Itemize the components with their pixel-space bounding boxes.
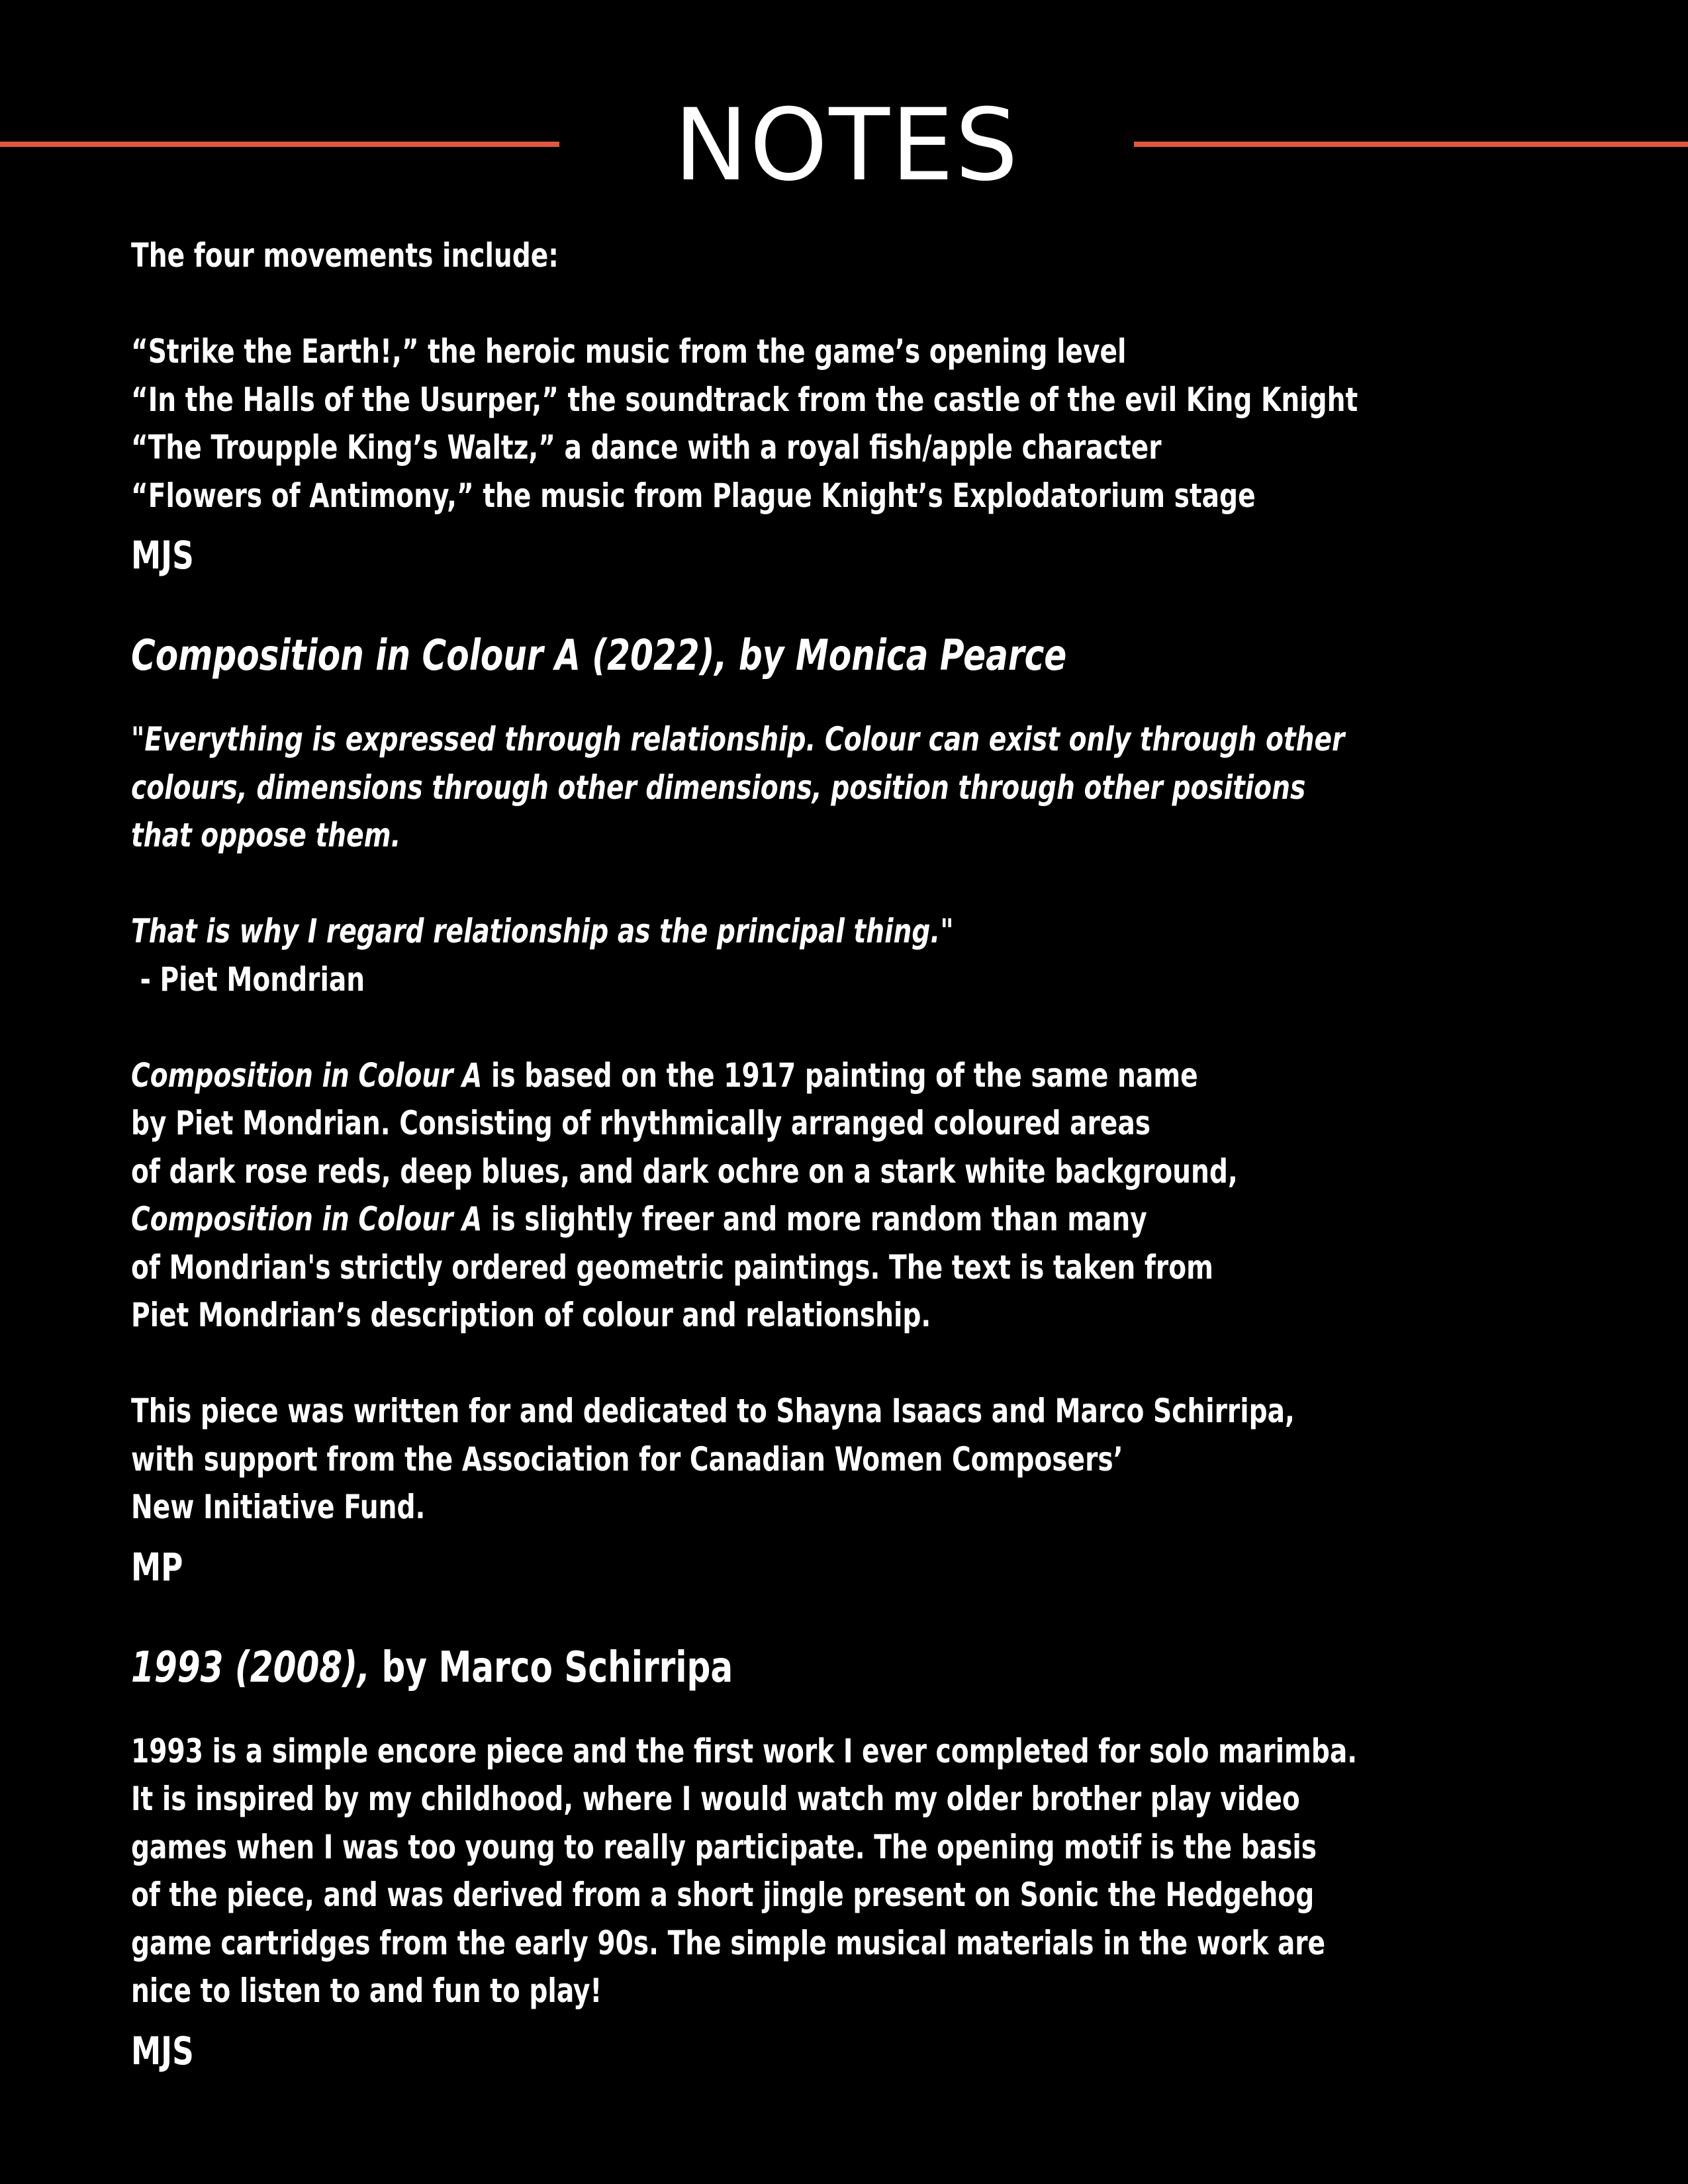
description-line [131, 1052, 1421, 1100]
movement-item: “Flowers of Antimony,” the music from Plague Knight’s Explodatorium stage [131, 476, 1256, 515]
movement-item: “The Troupple King’s Waltz,” a dance with a royal fish/apple character [131, 428, 1162, 467]
header-rule-right [1134, 142, 1688, 147]
description-line: by Piet Mondrian. Consisting of rhythmically arranged coloured areas [131, 1104, 1151, 1142]
dedication-line: This piece was written for and dedicated to Shayna Isaacs and Marco Schirripa, [131, 1392, 1295, 1430]
page-title: NOTES [674, 88, 1019, 203]
description-text: is slightly freer and more random than many [482, 1200, 1147, 1238]
signature-mjs: MJS [131, 533, 194, 578]
work-title: Composition in Colour A [131, 1056, 483, 1095]
movement-item: “Strike the Earth!,” the heroic music from the game’s opening level [131, 332, 1127, 371]
piece1993-line: It is inspired by my childhood, where I would watch my older brother play video [131, 1780, 1300, 1818]
dedication-line: New Initiative Fund. [131, 1488, 426, 1526]
quote-line: that oppose them. [131, 816, 401, 854]
piece1993-title: 1993 (2008), [131, 1643, 371, 1692]
dedication-line: with support from the Association for Canadian Women Composers’ [131, 1439, 1123, 1479]
signature-mp: MP [131, 1544, 183, 1590]
quote-line: colours, dimensions through other dimensions, position through other positions [131, 768, 1306, 807]
quote-line: "Everything is expressed through relationship. Colour can exist only through other [131, 720, 1345, 758]
notes-body [131, 232, 1421, 2083]
piece1993-line: nice to listen to and fun to play! [131, 1972, 602, 2010]
description-line: Piet Mondrian’s description of colour and relationship. [131, 1296, 931, 1334]
work-title: Composition in Colour A [131, 1200, 483, 1238]
piece1993-line: game cartridges from the early 90s. The simple musical materials in the work are [131, 1923, 1326, 1962]
piece1993-line: 1993 is a simple encore piece and the first work I ever completed for solo marimba. [131, 1731, 1358, 1770]
description-line [131, 1195, 1421, 1244]
quote-attribution: - Piet Mondrian [131, 960, 365, 999]
movement-item: “In the Halls of the Usurper,” the soundtrack from the castle of the evil King Knight [131, 380, 1358, 419]
movements-intro: The four movements include: [131, 236, 559, 275]
composition-heading: Composition in Colour A (2022), by Monica Pearce [131, 631, 1067, 680]
header-rule-left [0, 142, 559, 147]
piece1993-line: of the piece, and was derived from a short jingle present on Sonic the Hedgehog [131, 1876, 1315, 1914]
description-text: is based on the 1917 painting of the same name [482, 1056, 1198, 1095]
quote-line: That is why I regard relationship as the principal thing." [131, 912, 954, 950]
piece1993-composer: by Marco Schirripa [370, 1643, 733, 1692]
piece1993-heading [131, 1635, 1421, 1701]
description-line: of Mondrian's strictly ordered geometric paintings. The text is taken from [131, 1248, 1213, 1287]
page-header [0, 86, 1688, 205]
piece1993-line: games when I was too young to really participate. The opening motif is the basis [131, 1827, 1317, 1866]
signature-mjs: MJS [131, 2028, 194, 2073]
description-line: of dark rose reds, deep blues, and dark ochre on a stark white background, [131, 1152, 1238, 1191]
